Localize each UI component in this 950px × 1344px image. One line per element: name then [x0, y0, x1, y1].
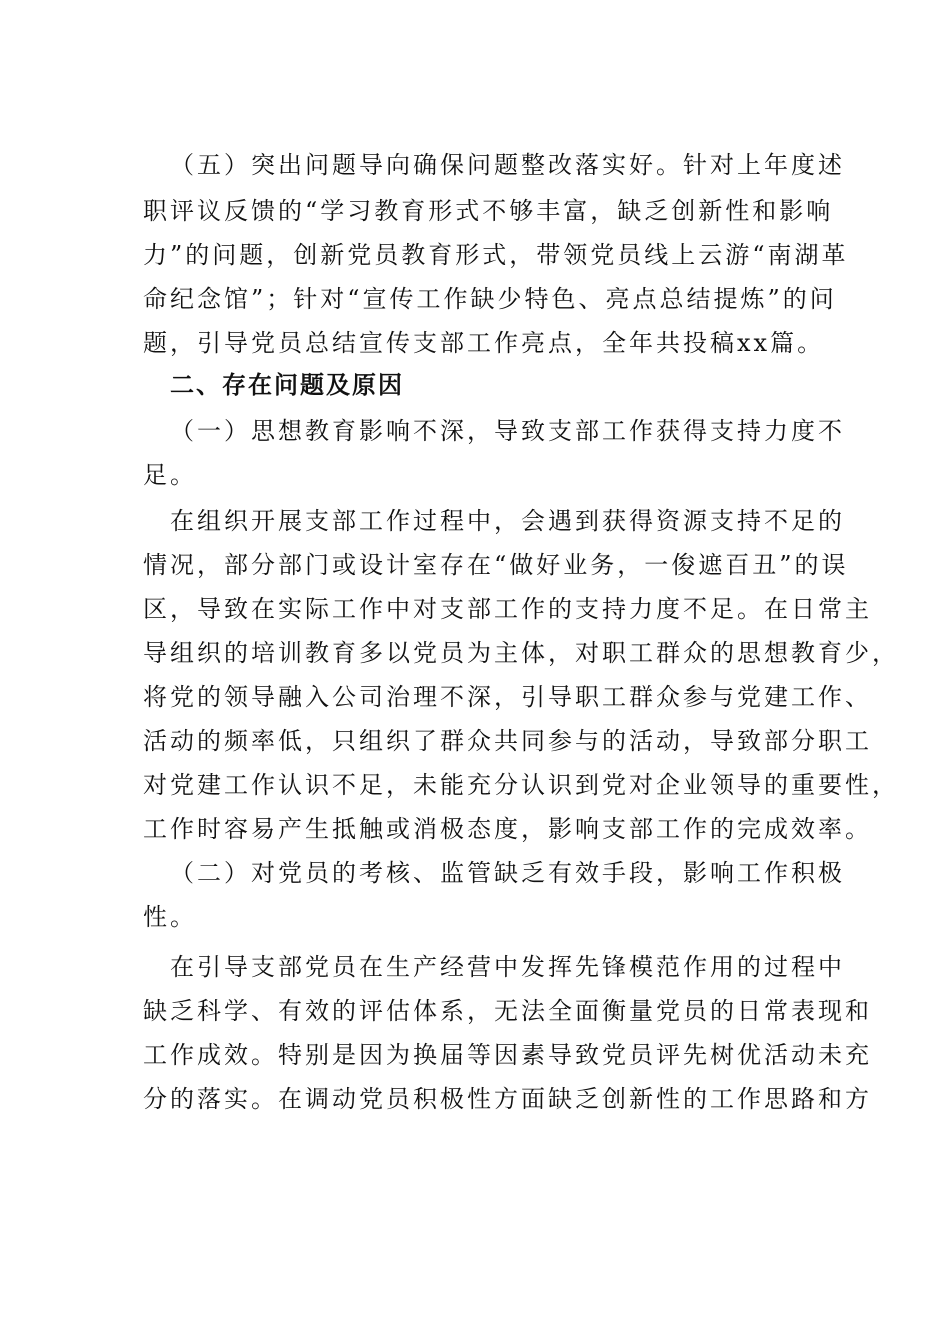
paragraph-line: 题，引导党员总结宣传支部工作亮点，全年共投稿xx篇。: [143, 329, 825, 357]
paragraph-line: 情况，部分部门或设计室存在“做好业务，一俊遮百丑”的误: [143, 551, 849, 579]
paragraph-line: 区，导致在实际工作中对支部工作的支持力度不足。在日常主: [143, 595, 872, 623]
paragraph-line: （二）对党员的考核、监管缺乏有效手段，影响工作积极: [170, 859, 845, 887]
paragraph-line: 命纪念馆”；针对“宣传工作缺少特色、亮点总结提炼”的问: [143, 285, 837, 313]
paragraph-line: （五）突出问题导向确保问题整改落实好。针对上年度述: [170, 151, 845, 179]
paragraph-line: 力”的问题，创新党员教育形式，带领党员线上云游“南湖革: [143, 241, 849, 269]
paragraph-line: 活动的频率低，只组织了群众共同参与的活动，导致部分职工: [143, 727, 872, 755]
paragraph-line: 缺乏科学、有效的评估体系，无法全面衡量党员的日常表现和: [143, 997, 872, 1025]
paragraph-line: 导组织的培训教育多以党员为主体，对职工群众的思想教育少，: [143, 639, 899, 667]
paragraph-line: 对党建工作认识不足，未能充分认识到党对企业领导的重要性，: [143, 771, 899, 799]
paragraph-line: 在组织开展支部工作过程中，会遇到获得资源支持不足的: [170, 507, 845, 535]
paragraph-line: 在引导支部党员在生产经营中发挥先锋模范作用的过程中: [170, 953, 845, 981]
paragraph-line: 性。: [143, 903, 197, 931]
paragraph-line: 工作成效。特别是因为换届等因素导致党员评先树优活动未充: [143, 1041, 872, 1069]
paragraph-line: （一）思想教育影响不深，导致支部工作获得支持力度不: [170, 417, 845, 445]
paragraph-line: 足。: [143, 461, 197, 489]
section-heading: 二、存在问题及原因: [170, 371, 404, 399]
paragraph-line: 职评议反馈的“学习教育形式不够丰富，缺乏创新性和影响: [143, 197, 834, 225]
paragraph-line: 工作时容易产生抵触或消极态度，影响支部工作的完成效率。: [143, 815, 872, 843]
paragraph-line: 分的落实。在调动党员积极性方面缺乏创新性的工作思路和方: [143, 1085, 872, 1113]
paragraph-line: 将党的领导融入公司治理不深，引导职工群众参与党建工作、: [143, 683, 872, 711]
